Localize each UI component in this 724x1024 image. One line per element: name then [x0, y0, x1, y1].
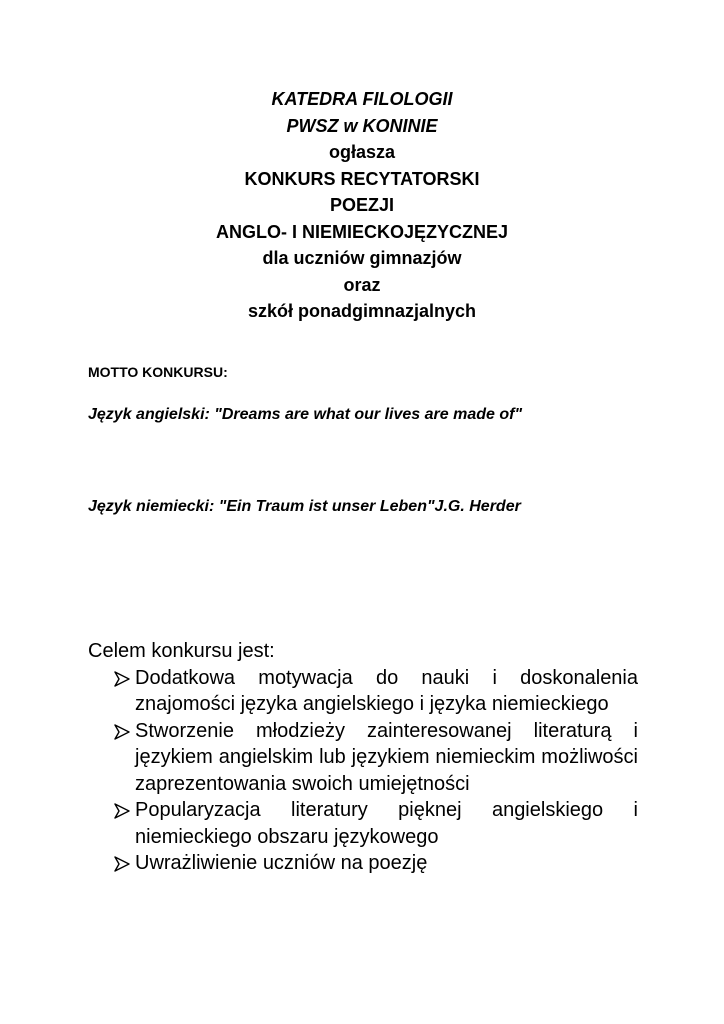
list-item [88, 718, 638, 798]
announces-text: ogłasza [328, 142, 396, 162]
department-name: KATEDRA FILOLOGII [271, 89, 453, 109]
arrowhead-bullet-icon [114, 718, 130, 740]
list-item [88, 797, 638, 850]
contest-title: KONKURS RECYTATORSKI [244, 168, 480, 189]
announcement-header [0, 86, 724, 325]
audience-conjunction: oraz [343, 274, 381, 295]
list-item [88, 665, 638, 718]
goals-heading: Celem konkursu jest: [88, 640, 275, 662]
list-item [88, 850, 638, 877]
goal-text: Uwrażliwienie uczniów na poezję [135, 852, 428, 874]
goal-text: Dodatkowa motywacja do nauki i doskonalenia znajomości języka angielskiego i języka niemieckiego [135, 666, 638, 715]
contest-goals [88, 638, 638, 877]
motto-german: Język niemiecki: "Ein Traum ist unser Leben"J.G. Herder [88, 498, 521, 515]
arrowhead-bullet-icon [114, 850, 130, 872]
contest-subject: POEZJI [329, 195, 395, 215]
motto-english: Język angielski: "Dreams are what our lives are made of" [88, 406, 523, 423]
goals-list [88, 665, 638, 877]
arrowhead-bullet-icon [114, 665, 130, 687]
goal-text: Stworzenie młodzieży zainteresowanej literaturą i językiem angielskim lub językiem niemieckim możliwości zaprezentowania swoich umiejętności [135, 719, 638, 795]
arrowhead-bullet-icon [114, 797, 130, 819]
audience-line-2: szkół ponadgimnazjalnych [247, 301, 477, 321]
institution-name: PWSZ w KONINIE [286, 115, 438, 136]
motto-label: MOTTO KONKURSU: [88, 364, 228, 380]
audience-line-1: dla uczniów gimnazjów [262, 248, 462, 268]
goal-text: Popularyzacja literatury pięknej angielskiego i niemieckiego obszaru językowego [135, 799, 638, 848]
contest-languages: ANGLO- I NIEMIECKOJĘZYCZNEJ [215, 221, 509, 242]
